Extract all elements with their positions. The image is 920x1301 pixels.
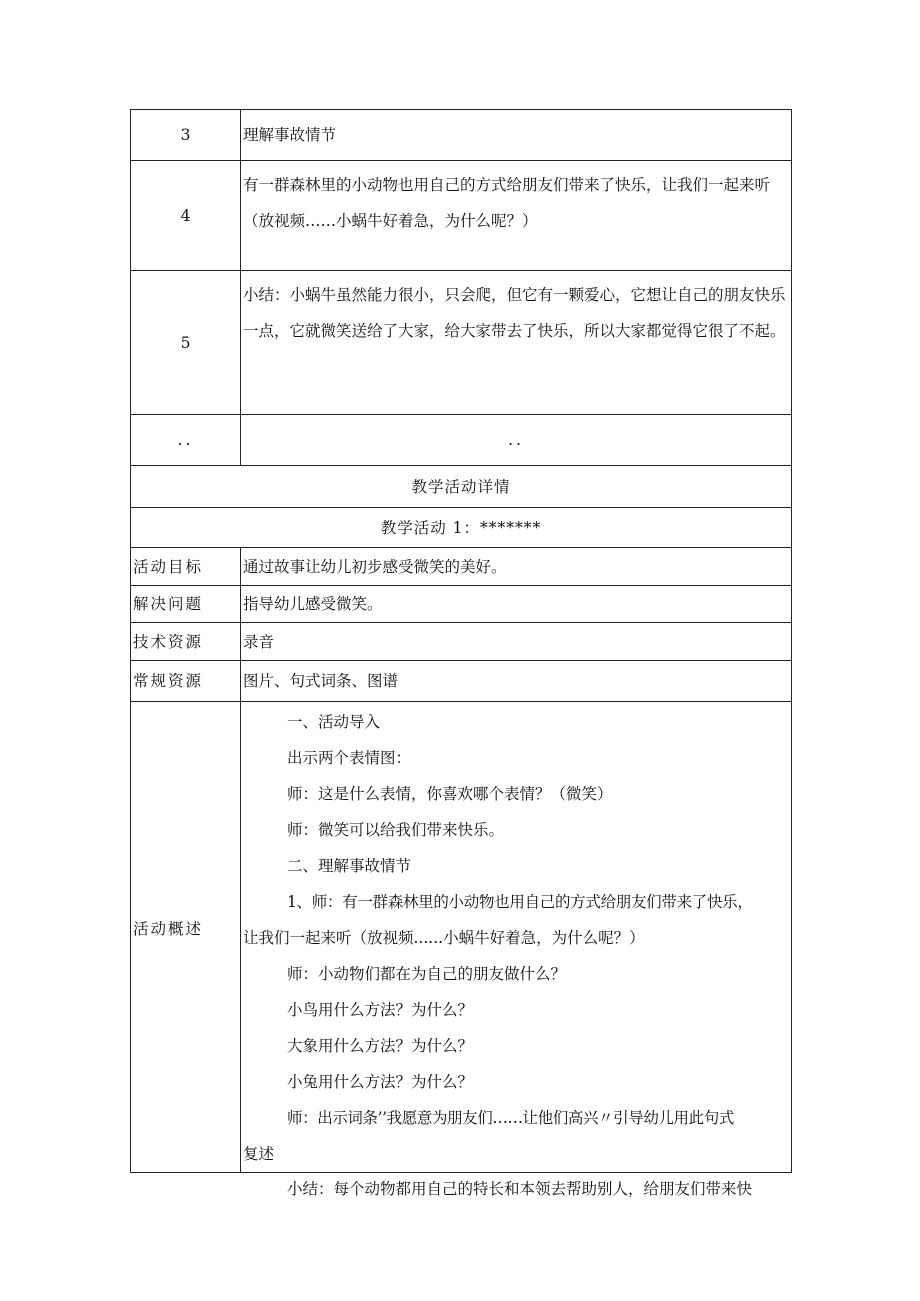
info-label: 技术资源 [131, 623, 241, 661]
info-row-problem [131, 586, 792, 623]
section-title-row [131, 466, 792, 508]
story-row-5 [131, 271, 792, 415]
info-row-resources [131, 661, 792, 702]
row-number: 4 [131, 161, 241, 271]
overview-line: 小鸟用什么方法？为什么？ [287, 1001, 474, 1019]
overview-line: 1、师：有一群森林里的小动物也用自己的方式给朋友们带来了快乐， [287, 893, 753, 911]
info-value: 图片、句式词条、图谱 [241, 661, 792, 702]
overview-content [241, 702, 792, 1173]
overview-line: 师：这是什么表情，你喜欢哪个表情？（微笑） [287, 785, 613, 803]
overview-line: 让我们一起来听（放视频......小蜗牛好着急，为什么呢？） [243, 929, 645, 947]
overview-line: 师：小动物们都在为自己的朋友做什么？ [287, 965, 567, 983]
ellipsis-row [131, 415, 792, 466]
row-number: 3 [131, 110, 241, 161]
section-title: 教学活动详情 [131, 466, 792, 508]
overview-line: 师：出示词条’’我愿意为朋友们……让他们高兴〃引导幼儿用此句式 [287, 1109, 734, 1127]
info-row-tech [131, 623, 792, 661]
overview-line: 师：微笑可以给我们带来快乐。 [287, 821, 505, 839]
info-label: 解决问题 [131, 586, 241, 623]
row-text: 小结：小蜗牛虽然能力很小，只会爬，但它有一颗爱心，它想让自己的朋友快乐一点，它就微笑送给了大家，给大家带去了快乐，所以大家都觉得它很了不起。 [241, 271, 792, 415]
row-text: 理解事故情节 [241, 110, 792, 161]
info-value: 指导幼儿感受微笑。 [241, 586, 792, 623]
ellipsis-left: .. [131, 415, 241, 466]
trailing-summary-text: 小结：每个动物都用自己的特长和本领去帮助别人，给朋友们带来快 [287, 1180, 753, 1198]
info-value: 通过故事让幼儿初步感受微笑的美好。 [241, 548, 792, 586]
overview-line: 一、活动导入 [287, 713, 381, 731]
overview-line: 复述 [243, 1145, 275, 1163]
overview-row [131, 702, 792, 1173]
info-row-goal [131, 548, 792, 586]
row-text: 有一群森林里的小动物也用自己的方式给朋友们带来了快乐，让我们一起来听（放视频……小蜗牛好着急，为什么呢？） [241, 161, 792, 271]
overview-label: 活动概述 [131, 702, 241, 1173]
info-label: 活动目标 [131, 548, 241, 586]
ellipsis-right: .. [241, 415, 792, 466]
lesson-plan-table [130, 109, 792, 1173]
activity-title: 教学活动 1：******* [131, 508, 792, 548]
row-number: 5 [131, 271, 241, 415]
activity-title-row [131, 508, 792, 548]
overview-line: 小兔用什么方法？为什么？ [287, 1073, 474, 1091]
info-value: 录音 [241, 623, 792, 661]
overview-line: 出示两个表情图： [287, 749, 412, 767]
story-row-3 [131, 110, 792, 161]
story-row-4 [131, 161, 792, 271]
overview-line: 二、理解事故情节 [287, 857, 412, 875]
overview-line: 大象用什么方法？为什么？ [287, 1037, 474, 1055]
info-label: 常规资源 [131, 661, 241, 702]
